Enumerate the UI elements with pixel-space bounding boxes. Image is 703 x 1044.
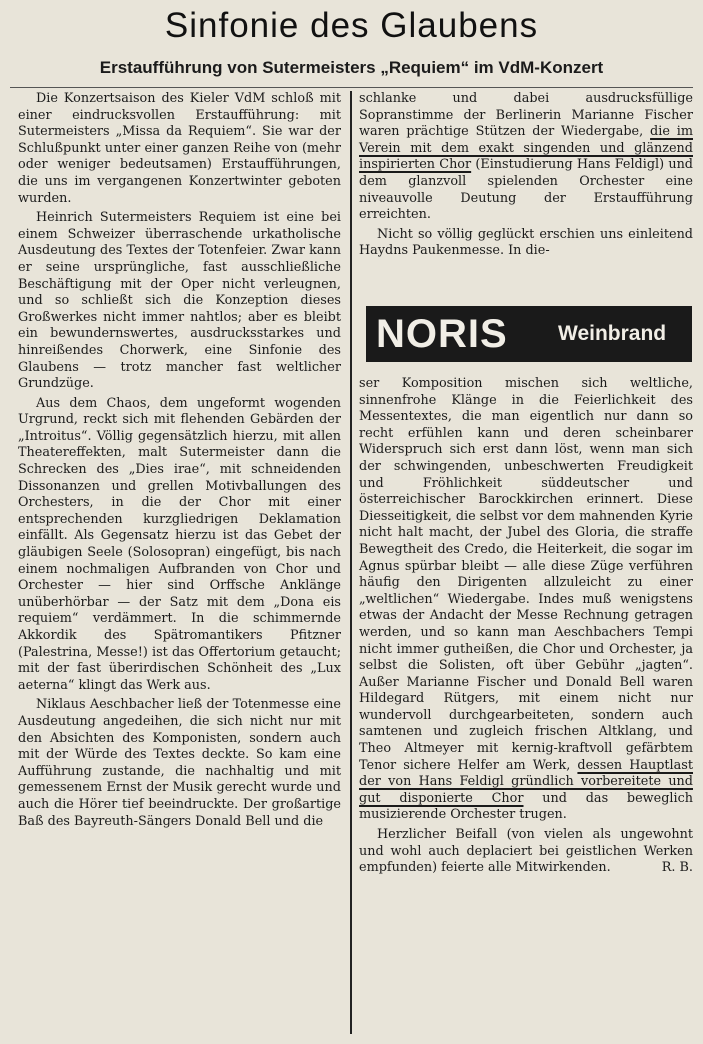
right-column-bottom bbox=[359, 376, 693, 877]
right-paragraph-1-start: schlanke und dabei ausdrucksfüllige Sopranstimme der Berlinerin Marianne Fischer waren prächtige Stützen der Wiedergabe, bbox=[359, 91, 693, 140]
subheadline: Erstaufführung von Sutermeisters „Requiem“ im VdM-Konzert bbox=[99, 58, 604, 77]
left-column bbox=[18, 91, 341, 830]
underlined-passage-2: dessen Hauptlast der von Hans Feldigl gründlich vorbereitete und gut disponierte Chor bbox=[359, 757, 693, 806]
advertisement-box bbox=[366, 306, 692, 362]
right-paragraph-2: Nicht so völlig geglückt erschien uns einleitend Haydns Paukenmesse. In die- bbox=[359, 226, 693, 259]
ad-brand: NORIS bbox=[376, 312, 508, 356]
ad-product: Weinbrand bbox=[558, 322, 667, 345]
column-divider bbox=[350, 91, 352, 1034]
right-paragraph-3 bbox=[359, 376, 693, 824]
right-paragraph-3-start: ser Komposition mischen sich weltliche, sinnenfrohe Klänge in die Feierlichkeit des Messentextes, die man eigentlich nur dann so recht erfühlen kann und deren scheinbarer Widerspruch sich erst dann löst, wenn man sich der schwingenden, unbeschwerten Freudigkeit und Fröhlichkeit süddeutscher und österreichischer Barockkirchen erinnert. Diese Diesseitigkeit, die selbst vor dem mahnenden Kyrie nicht halt macht, der Jubel des Gloria, die straffe Bewegtheit des Credo, die Heiterkeit, die sogar im Agnus spürbar bleibt — alle diese Züge verführen häufig den Dirigenten allzuleicht zu einer „weltlichen“ Wiedergabe. Indes muß wenigstens etwas der Andacht der Messe Rechnung getragen werden, und so kann man Aeschbachers Tempi nicht immer gutheißen, die Chor und Orchester, ja selbst die Solisten, oft über Gebühr „jagten“. Außer Marianne Fischer und Donald Bell waren Hildegard Rütgers, mit einem nicht nur wundervoll durchgearbeiteten, sondern auch samtenen und zugleich frischen Altklang, und Theo Altmeyer mit kernig-kraftvoll gefärbtem Tenor sichere Helfer am Werk, bbox=[359, 376, 693, 773]
noris-advertisement bbox=[366, 306, 692, 362]
right-paragraph-4 bbox=[359, 827, 693, 877]
underlined-passage-1: die im Verein mit dem exakt singenden und glänzend inspirierten Chor bbox=[359, 124, 693, 173]
left-paragraph-4: Niklaus Aeschbacher ließ der Totenmesse eine Ausdeutung angedeihen, die sich nicht nur mit den Absichten des Komponisten, sondern auch mit der Würde des Textes deckte. So kam eine Aufführung zustande, die nachhaltig und mit gemessenem Ernst der Musik gerecht wurde und auch die Hörer tief beeindruckte. Der großartige Baß des Bayreuth-Sängers Donald Bell und die bbox=[18, 697, 341, 829]
right-paragraph-3-end: und das beweglich musizierende Orchester trugen. bbox=[359, 790, 693, 823]
header-rule bbox=[10, 87, 693, 88]
left-paragraph-3: Aus dem Chaos, dem ungeformt wogenden Urgrund, reckt sich mit flehenden Gebärden der „Introitus“. Völlig gegensätzlich hierzu, mit allen Theatereffekten, malt Sutermeister dann die Schrecken des „Dies irae“, mit schneidenden Dissonanzen und grellen Motivballungen des Orchesters, in die der Chor mit einer entsprechenden kurzgliedrigen Deklamation einfällt. Als Gegensatz hierzu ist das Gebet der gläubigen Seele (Solosopran) eingefügt, bis nach einem nochmaligen Aufbranden von Chor und Orchester — hier sind Orffsche Anklänge unüberhörbar — der Satz mit dem „Dona eis requiem“ verdämmert. In die schimmernde Akkordik des Spätromantikers Pfitzner (Palestrina, Messe!) ist das Offertorium getaucht; mit der fast überirdischen Schönheit des „Lux aeterna“ klingt das Werk aus. bbox=[18, 395, 341, 693]
right-column-top bbox=[359, 91, 693, 260]
closing-sentence: Herzlicher Beifall (von vielen als ungewohnt und wohl auch deplaciert bei geistlichen Werken empfunden) feierte alle Mitwirkenden. bbox=[359, 827, 693, 876]
left-paragraph-1: Die Konzertsaison des Kieler VdM schloß mit einer eindrucksvollen Erstaufführung: mit Sutermeisters „Missa da Requiem“. Sie war der Schlußpunkt unter einer ganzen Reihe von (mehr oder weniger bedeutsamen) Erstaufführungen, die uns im vergangenen Konzertwinter geboten wurden. bbox=[18, 91, 341, 206]
right-paragraph-1 bbox=[359, 91, 693, 224]
author-signature: R. B. bbox=[661, 860, 693, 876]
headline: Sinfonie des Glaubens bbox=[164, 6, 539, 45]
right-paragraph-1-end: (Einstudierung Hans Feldigl) und dem glanzvoll spielenden Orchester eine niveauvolle Deutung der Erstaufführung erreichten. bbox=[359, 157, 693, 223]
left-paragraph-2: Heinrich Sutermeisters Requiem ist eine bei einem Schweizer überraschende urkatholische Ausdeutung des Textes der Totenfeier. Zwar kann er seine ursprüngliche, fast ausschließliche Beschäftigung mit der Oper nicht verleugnen, und so schließt sich die Konzeption dieses Großwerkes nicht immer nahtlos; aber es bleibt ein bewundernswertes, ausdrucksstarkes und hinreißendes Chorwerk, eine Sinfonie des Glaubens — trotz mancher fast weltlicher Grundzüge. bbox=[18, 210, 341, 392]
